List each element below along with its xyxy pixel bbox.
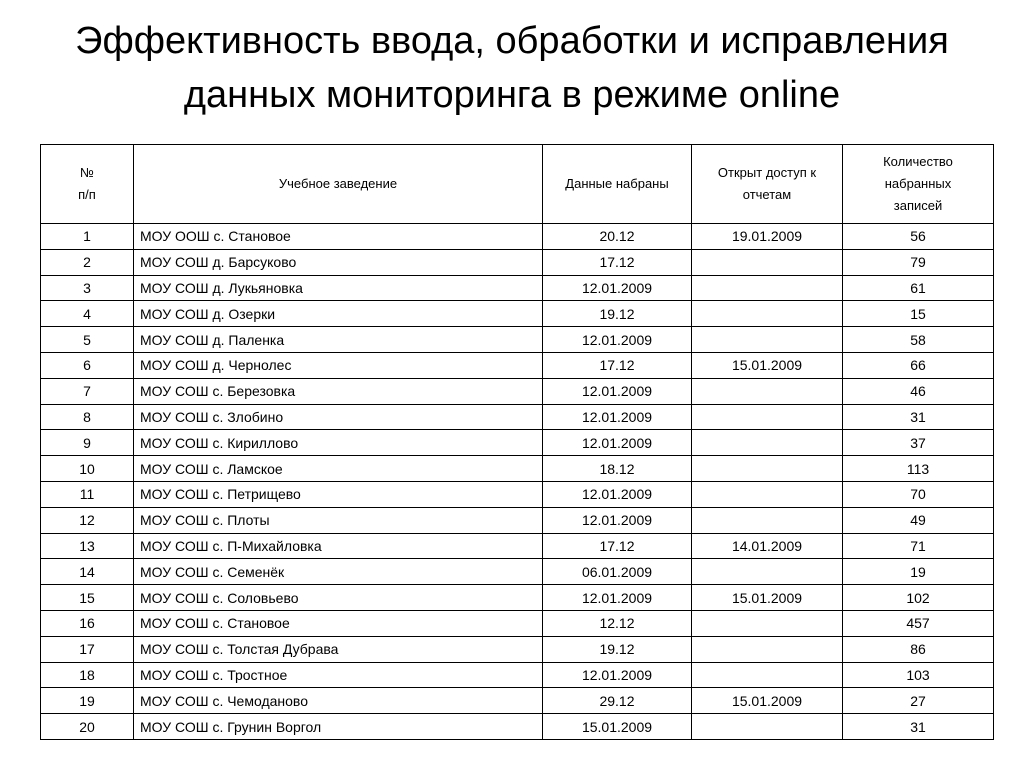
- row-num: 20: [41, 714, 134, 740]
- column-header-entered-label: Данные набраны: [565, 176, 669, 191]
- column-header-access-line-1: Открыт доступ к: [717, 165, 817, 180]
- row-num: 7: [41, 378, 134, 404]
- row-entered: 12.01.2009: [543, 430, 692, 456]
- row-school: МОУ СОШ д. Чернолес: [134, 352, 543, 378]
- row-access: 19.01.2009: [692, 224, 843, 250]
- page-title-line-2: данных мониторинга в режиме online: [183, 74, 841, 116]
- row-school: МОУ ООШ с. Становое: [134, 224, 543, 250]
- column-header-school-label: Учебное заведение: [278, 176, 398, 191]
- row-access: 15.01.2009: [692, 352, 843, 378]
- row-count: 457: [843, 610, 994, 636]
- row-entered: 17.12: [543, 352, 692, 378]
- row-count: 71: [843, 533, 994, 559]
- row-access: [692, 636, 843, 662]
- row-school: МОУ СОШ д. Озерки: [134, 301, 543, 327]
- row-access: [692, 610, 843, 636]
- table-header: [41, 145, 994, 224]
- row-count: 19: [843, 559, 994, 585]
- row-access: [692, 404, 843, 430]
- table-row: [41, 275, 994, 301]
- row-school: МОУ СОШ с. Березовка: [134, 378, 543, 404]
- row-count: 66: [843, 352, 994, 378]
- table-row: [41, 224, 994, 250]
- table-row: [41, 481, 994, 507]
- row-entered: 12.12: [543, 610, 692, 636]
- column-header-access: [692, 145, 843, 224]
- row-school: МОУ СОШ д. Паленка: [134, 327, 543, 353]
- column-header-num-line-1: №: [80, 165, 94, 180]
- table-row: [41, 301, 994, 327]
- row-access: 15.01.2009: [692, 585, 843, 611]
- row-school: МОУ СОШ д. Лукьяновка: [134, 275, 543, 301]
- row-entered: 12.01.2009: [543, 404, 692, 430]
- row-school: МОУ СОШ с. Петрищево: [134, 481, 543, 507]
- row-count: 70: [843, 481, 994, 507]
- column-header-count-line-1: Количество: [883, 154, 953, 169]
- table-row: [41, 327, 994, 353]
- row-school: МОУ СОШ с. Злобино: [134, 404, 543, 430]
- row-count: 37: [843, 430, 994, 456]
- row-count: 56: [843, 224, 994, 250]
- row-count: 15: [843, 301, 994, 327]
- row-num: 4: [41, 301, 134, 327]
- row-num: 3: [41, 275, 134, 301]
- monitoring-table: [40, 144, 994, 740]
- row-school: МОУ СОШ с. Кириллово: [134, 430, 543, 456]
- row-count: 27: [843, 688, 994, 714]
- row-school: МОУ СОШ с. Ламское: [134, 456, 543, 482]
- row-count: 102: [843, 585, 994, 611]
- row-count: 31: [843, 714, 994, 740]
- row-entered: 12.01.2009: [543, 275, 692, 301]
- row-access: [692, 301, 843, 327]
- row-count: 103: [843, 662, 994, 688]
- table-row: [41, 559, 994, 585]
- table-row: [41, 533, 994, 559]
- column-header-count-line-2: набранных: [884, 176, 952, 191]
- page-title: [0, 14, 1024, 122]
- column-header-count-line-3: записей: [893, 198, 943, 213]
- row-num: 18: [41, 662, 134, 688]
- table-row: [41, 610, 994, 636]
- row-school: МОУ СОШ с. Грунин Воргол: [134, 714, 543, 740]
- column-header-entered: [543, 145, 692, 224]
- row-entered: 12.01.2009: [543, 662, 692, 688]
- row-num: 17: [41, 636, 134, 662]
- row-entered: 17.12: [543, 533, 692, 559]
- row-access: [692, 249, 843, 275]
- table-row: [41, 404, 994, 430]
- row-num: 13: [41, 533, 134, 559]
- table-header-row: [41, 145, 994, 224]
- row-access: [692, 378, 843, 404]
- row-num: 10: [41, 456, 134, 482]
- column-header-count: [843, 145, 994, 224]
- table-row: [41, 662, 994, 688]
- row-entered: 06.01.2009: [543, 559, 692, 585]
- row-access: [692, 456, 843, 482]
- row-access: [692, 559, 843, 585]
- row-entered: 19.12: [543, 301, 692, 327]
- row-num: 6: [41, 352, 134, 378]
- row-school: МОУ СОШ с. Плоты: [134, 507, 543, 533]
- row-access: [692, 275, 843, 301]
- row-num: 1: [41, 224, 134, 250]
- row-access: [692, 481, 843, 507]
- row-num: 8: [41, 404, 134, 430]
- row-access: [692, 430, 843, 456]
- row-count: 61: [843, 275, 994, 301]
- row-entered: 15.01.2009: [543, 714, 692, 740]
- row-count: 113: [843, 456, 994, 482]
- row-count: 58: [843, 327, 994, 353]
- row-school: МОУ СОШ с. Чемоданово: [134, 688, 543, 714]
- row-school: МОУ СОШ д. Барсуково: [134, 249, 543, 275]
- row-entered: 19.12: [543, 636, 692, 662]
- row-num: 5: [41, 327, 134, 353]
- row-num: 19: [41, 688, 134, 714]
- row-entered: 20.12: [543, 224, 692, 250]
- page-title-line-1: Эффективность ввода, обработки и исправления: [75, 20, 949, 62]
- row-num: 2: [41, 249, 134, 275]
- row-school: МОУ СОШ с. П-Михайловка: [134, 533, 543, 559]
- row-num: 16: [41, 610, 134, 636]
- row-access: [692, 662, 843, 688]
- table-row: [41, 507, 994, 533]
- column-header-school: [134, 145, 543, 224]
- row-entered: 12.01.2009: [543, 585, 692, 611]
- row-school: МОУ СОШ с. Тростное: [134, 662, 543, 688]
- row-access: [692, 507, 843, 533]
- table-row: [41, 585, 994, 611]
- table-row: [41, 249, 994, 275]
- column-header-num: [41, 145, 134, 224]
- table-row: [41, 636, 994, 662]
- table-row: [41, 378, 994, 404]
- row-count: 46: [843, 378, 994, 404]
- row-school: МОУ СОШ с. Толстая Дубрава: [134, 636, 543, 662]
- row-count: 31: [843, 404, 994, 430]
- table-row: [41, 456, 994, 482]
- row-entered: 18.12: [543, 456, 692, 482]
- row-entered: 12.01.2009: [543, 327, 692, 353]
- table-row: [41, 430, 994, 456]
- row-num: 12: [41, 507, 134, 533]
- row-count: 86: [843, 636, 994, 662]
- row-entered: 12.01.2009: [543, 481, 692, 507]
- row-entered: 12.01.2009: [543, 378, 692, 404]
- row-num: 15: [41, 585, 134, 611]
- row-school: МОУ СОШ с. Становое: [134, 610, 543, 636]
- row-entered: 17.12: [543, 249, 692, 275]
- column-header-access-line-2: отчетам: [742, 187, 792, 202]
- row-num: 11: [41, 481, 134, 507]
- row-num: 9: [41, 430, 134, 456]
- row-entered: 29.12: [543, 688, 692, 714]
- row-access: 15.01.2009: [692, 688, 843, 714]
- row-school: МОУ СОШ с. Семенёк: [134, 559, 543, 585]
- row-count: 49: [843, 507, 994, 533]
- row-access: [692, 714, 843, 740]
- row-access: [692, 327, 843, 353]
- table-row: [41, 352, 994, 378]
- row-count: 79: [843, 249, 994, 275]
- table-row: [41, 714, 994, 740]
- row-school: МОУ СОШ с. Соловьево: [134, 585, 543, 611]
- row-access: 14.01.2009: [692, 533, 843, 559]
- row-entered: 12.01.2009: [543, 507, 692, 533]
- table-body: [41, 224, 994, 740]
- column-header-num-line-2: п/п: [78, 187, 96, 202]
- row-num: 14: [41, 559, 134, 585]
- table-row: [41, 688, 994, 714]
